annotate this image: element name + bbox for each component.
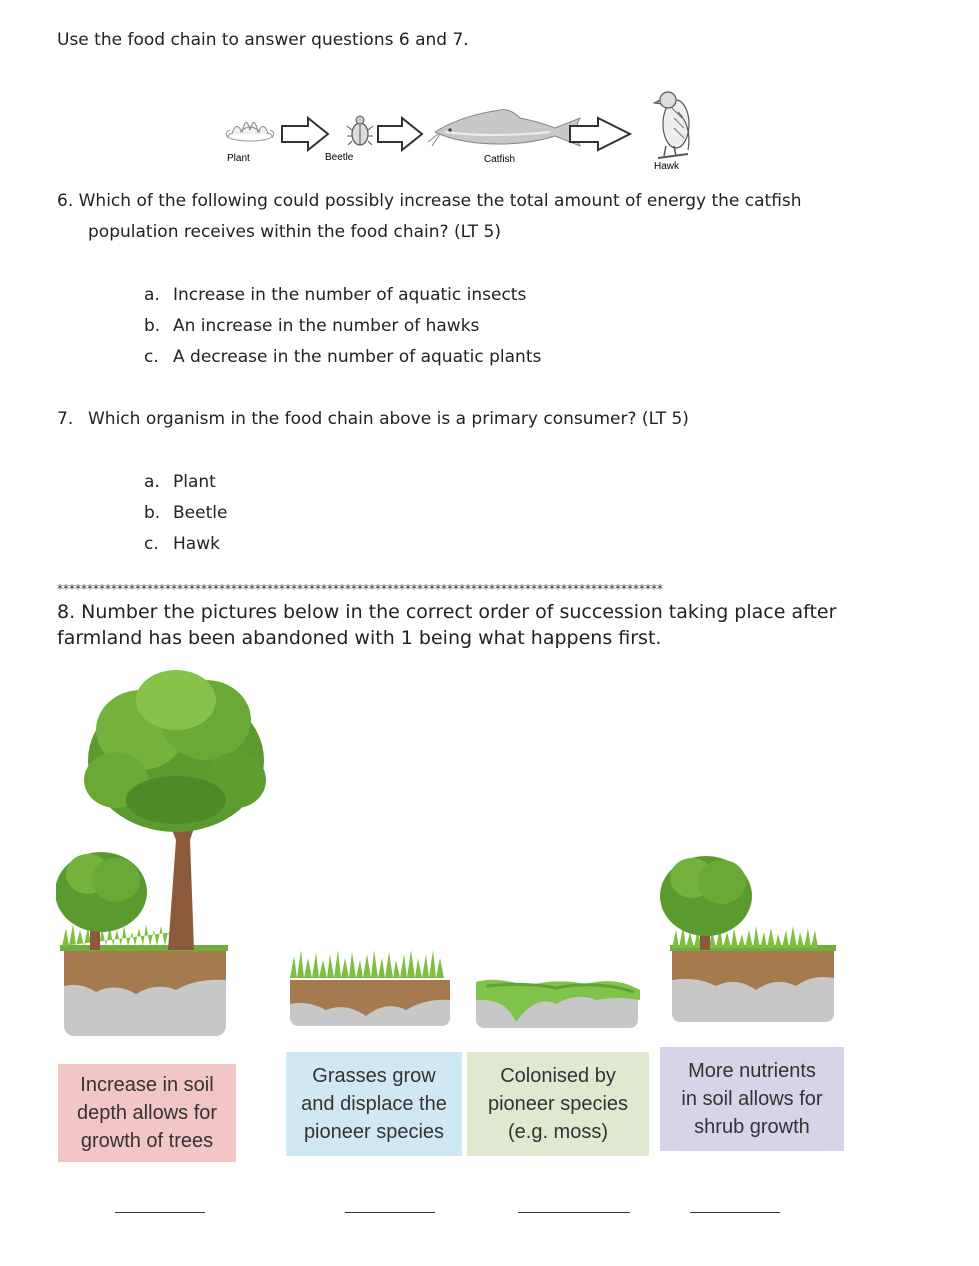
succession-card-grasses: Grasses grow and displace the pioneer species [286,1052,462,1156]
food-chain-label: Beetle [325,152,354,163]
question-6-line1: 6. Which of the following could possibly increase the total amount of energy the catfish [57,191,802,211]
succession-card-moss: Colonised by pioneer species (e.g. moss) [467,1052,649,1156]
question-8-line2: farmland has been abandoned with 1 being what happens first. [57,627,662,649]
grass-stage-image [290,950,450,1026]
food-chain-label: Hawk [654,161,680,172]
food-chain-diagram [210,88,700,174]
shrub-stage-image [660,856,836,1022]
succession-illustrations [56,660,856,1040]
q6-option-b: b. An increase in the number of hawks [144,316,480,336]
q7-option-a: a. Plant [144,472,216,492]
arrow-icon [282,118,328,150]
moss-stage-image [476,980,640,1028]
hawk-icon [654,92,689,158]
plant-icon [226,122,273,141]
succession-card-shrub: More nutrients in soil allows for shrub growth [660,1047,844,1151]
q6-option-c: c. A decrease in the number of aquatic plants [144,347,542,367]
question-7: 7. Which organism in the food chain above is a primary consumer? (LT 5) [57,409,689,429]
answer-blank[interactable] [345,1212,435,1213]
answer-blank[interactable] [518,1212,630,1213]
q6-option-a: a. Increase in the number of aquatic insects [144,285,527,305]
tree-stage-image [56,670,266,1036]
q7-option-c: c. Hawk [144,534,220,554]
asterisk-divider: ***************************************************************************************************** [57,582,663,596]
answer-blank[interactable] [115,1212,205,1213]
q7-option-b: b. Beetle [144,503,228,523]
food-chain-label: Plant [227,153,250,164]
question-6-line2: population receives within the food chain? (LT 5) [88,222,501,242]
question-8-line1: 8. Number the pictures below in the correct order of succession taking place after [57,601,837,623]
arrow-icon [378,118,422,150]
answer-blank[interactable] [690,1212,780,1213]
beetle-icon [347,116,373,145]
food-chain-label: Catfish [484,154,516,165]
catfish-icon [428,110,580,146]
intro-text: Use the food chain to answer questions 6 and 7. [57,30,469,50]
succession-card-trees: Increase in soil depth allows for growth of trees [58,1064,236,1162]
